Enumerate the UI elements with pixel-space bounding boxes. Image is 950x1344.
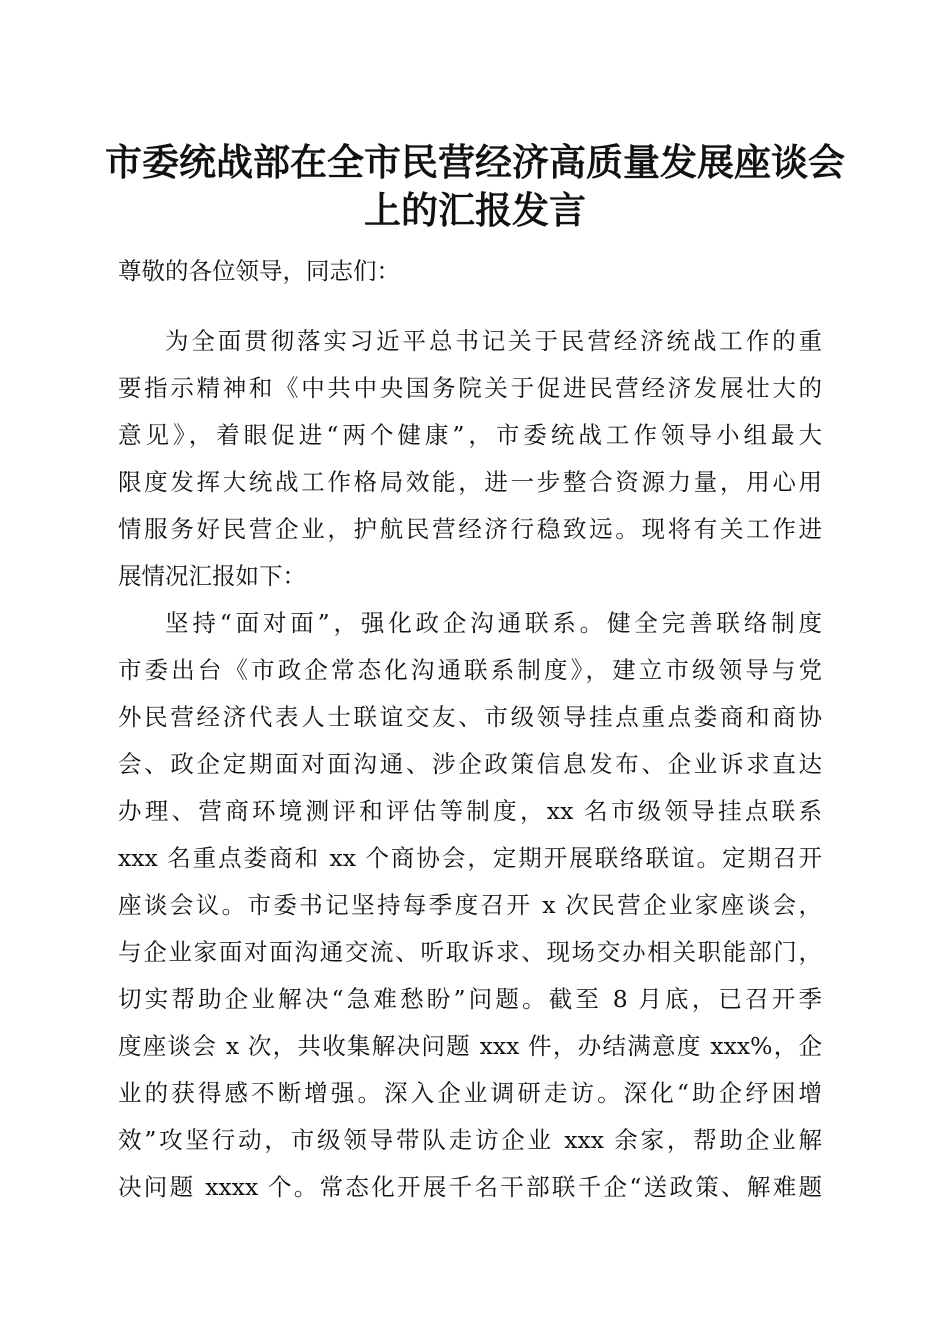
document-title-line-1: 市委统战部在全市民营经济高质量发展座谈会 bbox=[105, 140, 845, 184]
paragraph-1-line: 意见》，着眼促进“两个健康”，市委统战工作领导小组最大 bbox=[118, 421, 822, 449]
paragraph-2-line: 办理、营商环境测评和评估等制度，xx 名市级领导挂点联系 bbox=[118, 797, 822, 825]
paragraph-1-line: 为全面贯彻落实习近平总书记关于民营经济统战工作的重 bbox=[165, 327, 822, 355]
document-title-line-2: 上的汇报发言 bbox=[364, 188, 586, 232]
paragraph-2-line: 决问题 xxxx 个。常态化开展千名干部联千企“送政策、解难题 bbox=[118, 1173, 822, 1201]
paragraph-1-line: 要指示精神和《中共中央国务院关于促进民营经济发展壮大的 bbox=[118, 374, 822, 402]
paragraph-2-line: 坚持“面对面”，强化政企沟通联系。健全完善联络制度 bbox=[165, 609, 822, 637]
paragraph-2-line: 度座谈会 x 次，共收集解决问题 xxx 件，办结满意度 xxx%，企 bbox=[118, 1032, 822, 1060]
paragraph-1-line: 情服务好民营企业，护航民营经济行稳致远。现将有关工作进 bbox=[118, 515, 822, 543]
paragraph-2-line: 切实帮助企业解决“急难愁盼”问题。截至 8 月底，已召开季 bbox=[118, 985, 822, 1013]
paragraph-2-line: 效”攻坚行动，市级领导带队走访企业 xxx 余家，帮助企业解 bbox=[118, 1126, 822, 1154]
paragraph-2-line: 会、政企定期面对面沟通、涉企政策信息发布、企业诉求直达 bbox=[118, 750, 822, 778]
paragraph-2-line: 业的获得感不断增强。深入企业调研走访。深化“助企纾困增 bbox=[118, 1079, 822, 1107]
paragraph-2-line: 外民营经济代表人士联谊交友、市级领导挂点重点娄商和商协 bbox=[118, 703, 822, 731]
paragraph-2-line: 市委出台《市政企常态化沟通联系制度》，建立市级领导与党 bbox=[118, 656, 822, 684]
salutation: 尊敬的各位领导，同志们： bbox=[118, 257, 400, 285]
paragraph-2-line: xxx 名重点娄商和 xx 个商协会，定期开展联络联谊。定期召开 bbox=[118, 844, 822, 872]
paragraph-1-line: 展情况汇报如下： bbox=[118, 562, 306, 590]
paragraph-1-line: 限度发挥大统战工作格局效能，进一步整合资源力量，用心用 bbox=[118, 468, 822, 496]
paragraph-2-line: 座谈会议。市委书记坚持每季度召开 x 次民营企业家座谈会， bbox=[118, 891, 822, 919]
paragraph-2-line: 与企业家面对面沟通交流、听取诉求、现场交办相关职能部门， bbox=[118, 938, 822, 966]
